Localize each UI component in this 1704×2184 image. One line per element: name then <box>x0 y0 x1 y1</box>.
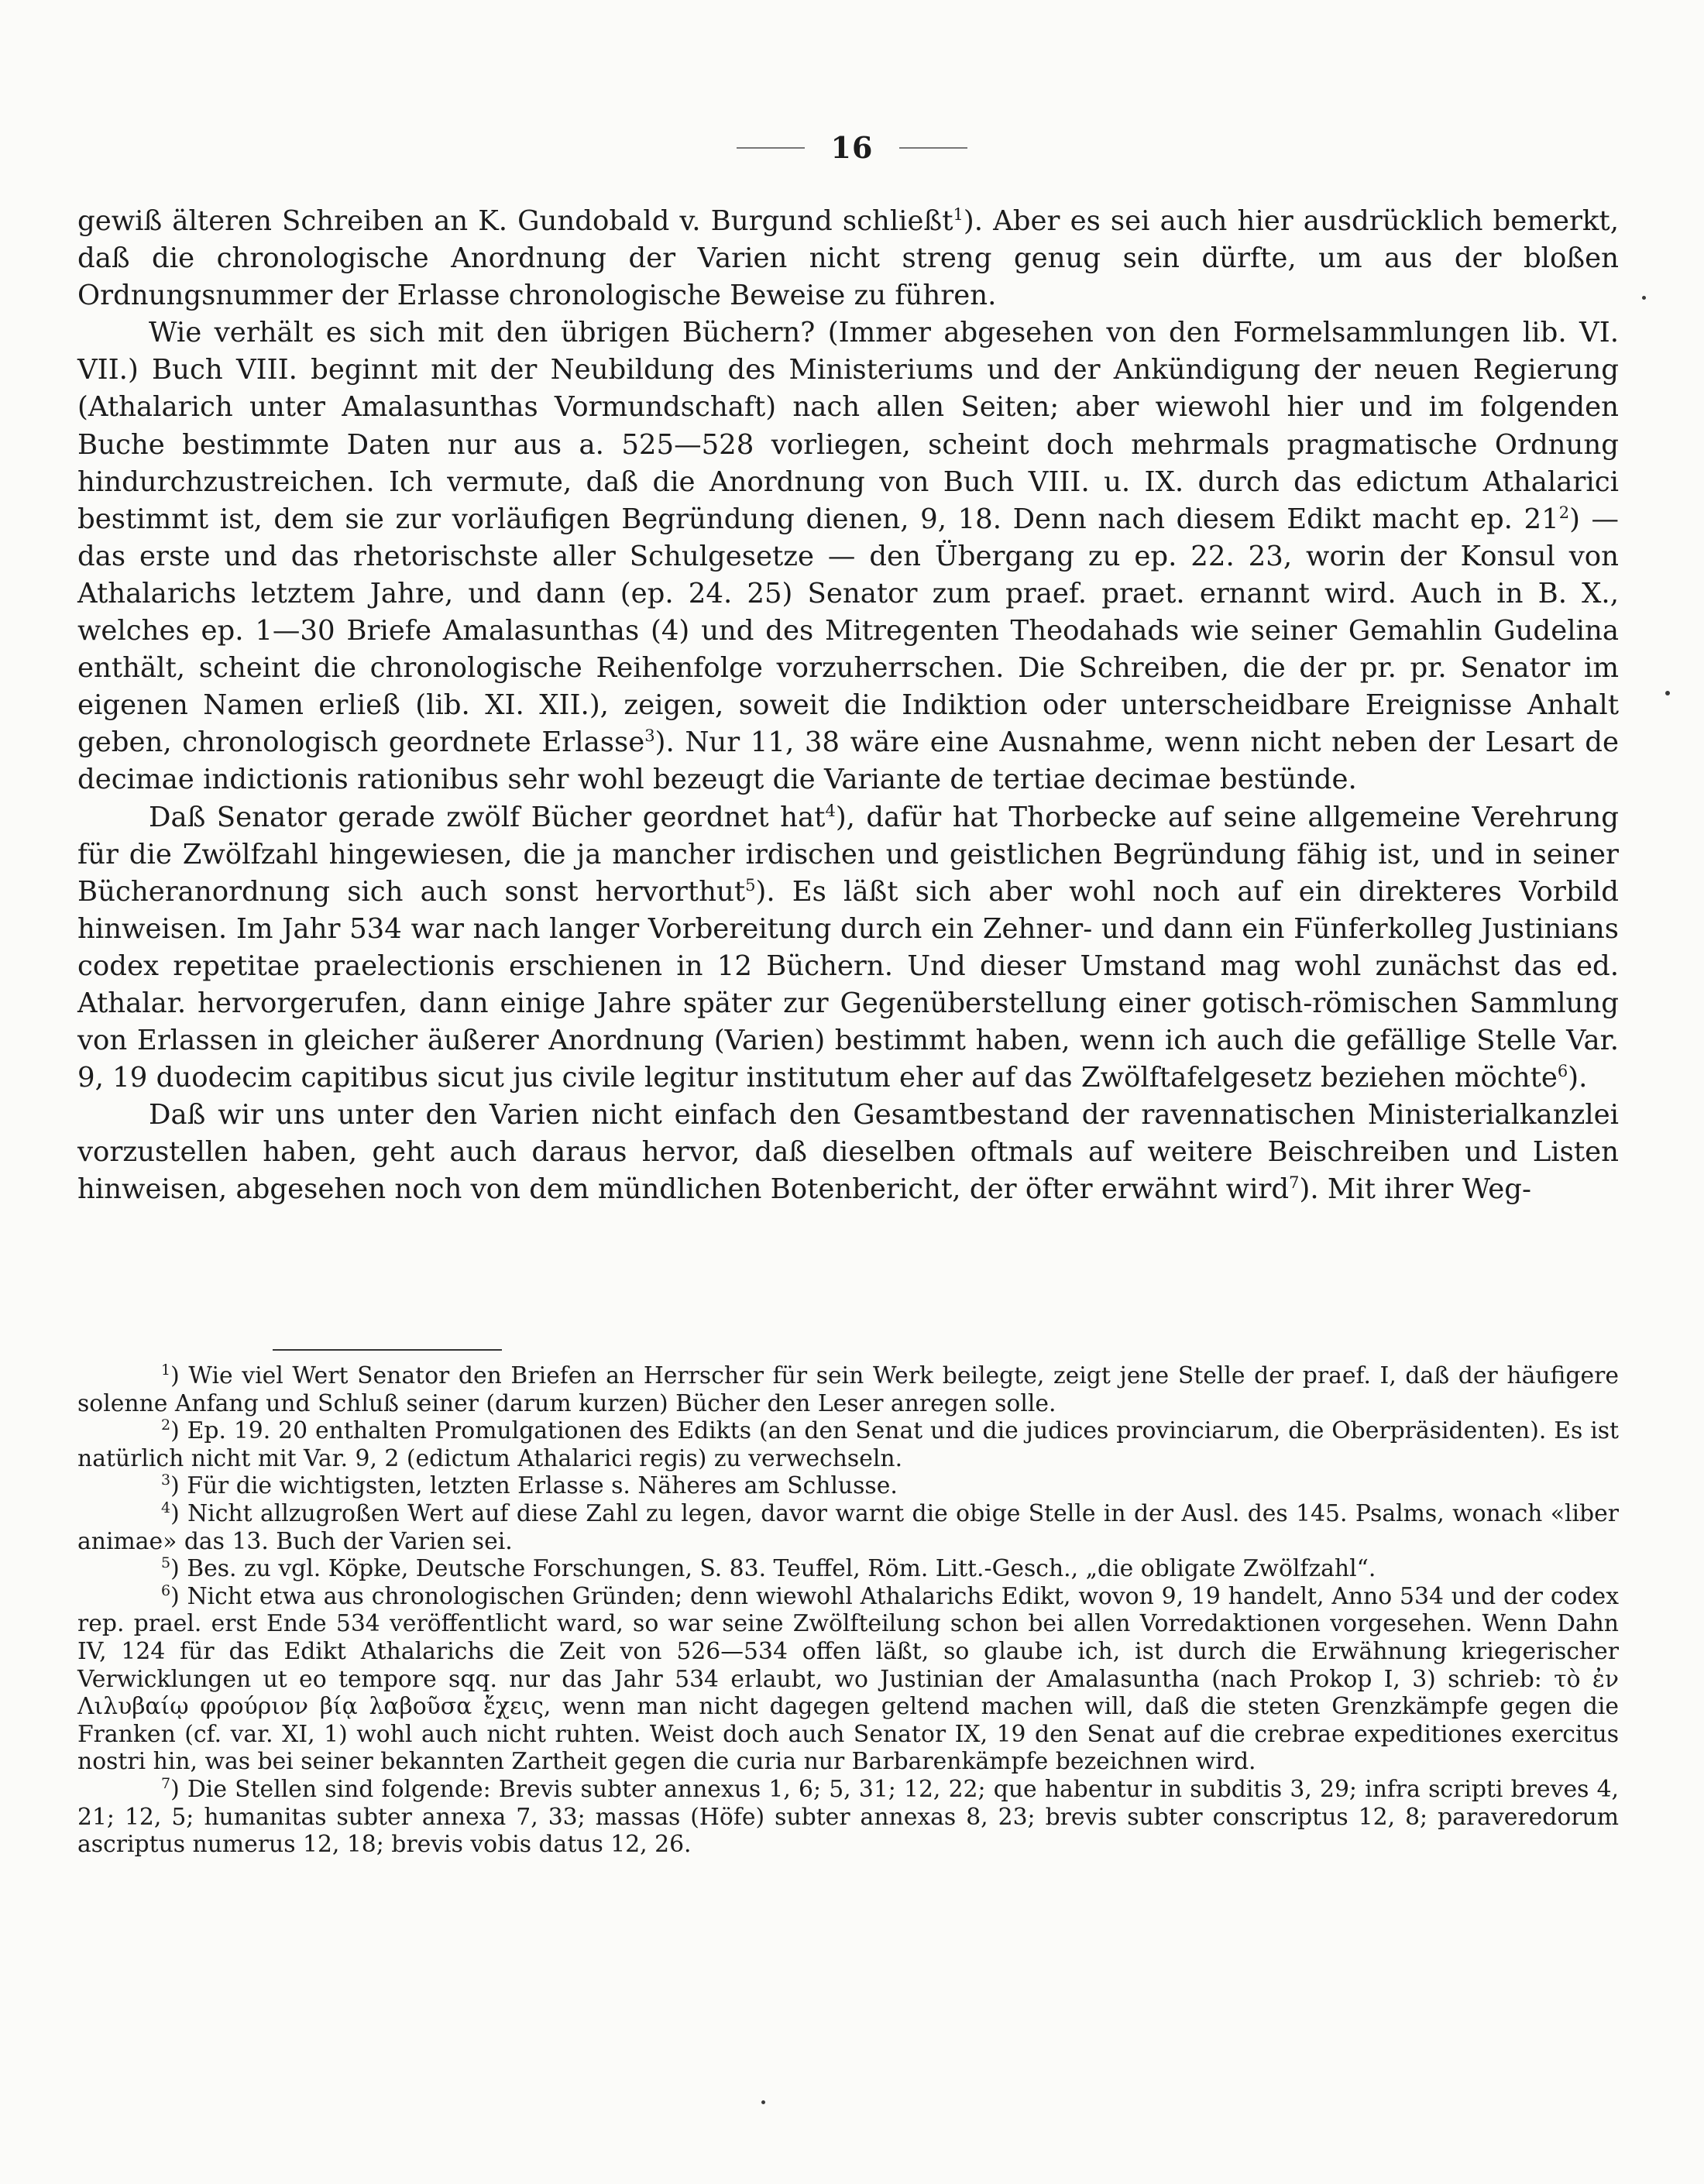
footnote-mark: 3 <box>161 1471 171 1489</box>
footnote-separator <box>273 1349 502 1351</box>
text-run: Daß Senator gerade zwölf Bücher geordnet hat <box>149 801 826 833</box>
main-text <box>77 203 1619 1209</box>
margin-speck <box>1642 296 1646 300</box>
paragraph-1 <box>77 203 1619 314</box>
text-run: ). <box>1568 1062 1588 1094</box>
paragraph-2 <box>77 314 1619 798</box>
footnote-mark: 1 <box>161 1362 171 1379</box>
footnote-5 <box>77 1555 1619 1583</box>
footnote-text: ) Nicht etwa aus chronologischen Gründen; denn wiewohl Athalarichs Edikt, wovon 9, 19 handelt, Anno 534 und der codex rep. prael. erst Ende 534 veröffentlicht ward, so war seine Zwölfteilung schon bei allen Vorredaktionen vorgesehen. Wenn Dahn IV, 124 für das Edikt Athalarichs die Zeit von 526—534 offen läßt, so glaube ich, ist durch die Erwähnung kriegerischer Verwicklungen ut eo tempore sqq. nur das Jahr 534 erlaubt, wo Justinian der Amalasuntha (nach Prokop I, 3) schrieb: τὸ ἐν Λιλυβαίῳ φρούριον βίᾳ λαβοῦσα ἔχεις, wenn man nicht dagegen geltend machen will, daß die steten Grenzkämpfe gegen die Franken (cf. var. XI, 1) wohl auch nicht ruhten. Weist doch auch Senator IX, 19 den Senat auf die crebrae expeditiones exercitus nostri hin, was bei seiner bekannten Zartheit gegen die curia nur Barbarenkämpfe bezeichnen wird. <box>77 1582 1619 1776</box>
footnote-mark: 2 <box>161 1417 171 1434</box>
footnote-1 <box>77 1362 1619 1417</box>
footnote-ref: 2 <box>1558 503 1570 522</box>
footnote-text: ) Für die wichtigsten, letzten Erlasse s. Näheres am Schlusse. <box>170 1472 898 1500</box>
text-run: ) — das erste und das rhetorischste aller Schulgesetze — den Übergang zu ep. 22. 23, worin der Konsul von Athalarichs letztem Jahre, und dann (ep. 24. 25) Senator zum praef. praet. ernannt wird. Auch in B. X., welches ep. 1—30 Briefe Amalasunthas (4) und des Mitregenten Theodahads wie seiner Gemahlin Gudelina enthält, scheint die chronologische Reihenfolge vorzuherrschen. Die Schreiben, die der pr. pr. Senator im eigenen Namen erließ (lib. XI. XII.), zeigen, soweit die Indiktion oder unterscheidbare Ereignisse Anhalt geben, chronologisch geordnete Erlasse <box>77 503 1619 759</box>
margin-speck <box>1665 691 1670 695</box>
footnote-mark: 5 <box>161 1554 171 1572</box>
text-run: ), dafür hat Thorbecke auf seine allgemeine Verehrung für die Zwölfzahl hingewiesen, die ja mancher irdischen und geistlichen Begründung fähig ist, und in seiner Bücheranordnung sich auch sonst hervorthut <box>77 801 1620 908</box>
text-run: gewiß älteren Schreiben an K. Gundobald v. Burgund schließt <box>77 205 953 237</box>
header-rule-left <box>737 147 805 149</box>
paragraph-3 <box>77 799 1619 1097</box>
text-run: ). Aber es sei auch hier ausdrücklich bemerkt, daß die chronologische Anordnung der Varien nicht streng genug sein dürfte, um aus der bloßen Ordnungsnummer der Erlasse chronologische Beweise zu führen. <box>77 205 1619 312</box>
footnote-text: ) Bes. zu vgl. Köpke, Deutsche Forschungen, S. 83. Teuffel, Röm. Litt.-Gesch., „die obligate Zwölfzahl“. <box>170 1555 1376 1583</box>
footnote-4 <box>77 1500 1619 1555</box>
footnote-7 <box>77 1776 1619 1859</box>
footnote-ref: 3 <box>644 726 655 746</box>
footnote-2 <box>77 1417 1619 1472</box>
page-header <box>0 130 1704 165</box>
footnote-mark: 4 <box>161 1499 171 1517</box>
footnote-mark: 6 <box>161 1581 171 1599</box>
footnote-3 <box>77 1472 1619 1500</box>
footnotes <box>77 1362 1619 1859</box>
text-run: ). Es läßt sich aber wohl noch auf ein direkteres Vorbild hinweisen. Im Jahr 534 war nach langer Vorbereitung durch ein Zehner- und dann ein Fünferkolleg Justinians codex repetitae praelectionis erschienen in 12 Büchern. Und dieser Umstand mag wohl zunächst das ed. Athalar. hervorgerufen, dann einige Jahre später zur Gegenüberstellung einer gotisch-römischen Sammlung von Erlassen in gleicher äußerer Anordnung (Varien) bestimmt haben, wenn ich auch die gefällige Stelle Var. 9, 19 duodecim capitibus sicut jus civile legitur institutum eher auf das Zwölftafelgesetz beziehen möchte <box>77 875 1619 1094</box>
footnote-text: ) Die Stellen sind folgende: Brevis subter annexus 1, 6; 5, 31; 12, 22; que habentur in subditis 3, 29; infra scripti breves 4, 21; 12, 5; humanitas subter annexa 7, 33; massas (Höfe) subter annexas 8, 23; brevis subter conscriptus 12, 8; paraveredorum ascriptus numerus 12, 18; brevis vobis datus 12, 26. <box>77 1775 1619 1859</box>
footnote-ref: 4 <box>825 801 836 820</box>
page-number: 16 <box>830 130 874 165</box>
text-run: ). Nur 11, 38 wäre eine Ausnahme, wenn nicht neben der Lesart de decimae indictionis rationibus sehr wohl bezeugt die Variante de tertiae decimae bestünde. <box>77 726 1620 796</box>
footnote-ref: 1 <box>953 205 964 225</box>
footnote-text: ) Wie viel Wert Senator den Briefen an Herrscher für sein Werk beilegte, zeigt jene Stelle der praef. I, daß der häufigere solenne Anfang und Schluß seiner (darum kurzen) Bücher den Leser anregen solle. <box>77 1362 1619 1417</box>
footnote-mark: 7 <box>161 1774 171 1792</box>
paragraph-4 <box>77 1097 1619 1208</box>
text-run: ). Mit ihrer Weg- <box>1299 1173 1531 1206</box>
footnote-6 <box>77 1583 1619 1776</box>
header-rule-right <box>899 147 967 149</box>
footnote-ref: 7 <box>1289 1173 1300 1193</box>
footnote-text: ) Ep. 19. 20 enthalten Promulgationen des Edikts (an den Senat und die judices provinciarum, die Oberpräsidenten). Es ist natürlich nicht mit Var. 9, 2 (edictum Athalarici regis) zu verwechseln. <box>77 1417 1619 1472</box>
text-run: Wie verhält es sich mit den übrigen Büchern? (Immer abgesehen von den Formelsammlungen lib. VI. VII.) Buch VIII. beginnt mit der Neubildung des Ministeriums und der Ankündigung der neuen Regierung (Athalarich unter Amalasunthas Vormundschaft) nach allen Seiten; aber wiewohl hier und im folgenden Buche bestimmte Daten nur aus a. 525—528 vorliegen, scheint doch mehrmals pragmatische Ordnung hindurchzustreichen. Ich vermute, daß die Anordnung von Buch VIII. u. IX. durch das edictum Athalarici bestimmt ist, dem sie zur vorläufigen Begründung dienen, 9, 18. Denn nach diesem Edikt macht ep. 21 <box>77 317 1619 535</box>
footnote-text: ) Nicht allzugroßen Wert auf diese Zahl zu legen, davor warnt die obige Stelle in der Ausl. des 145. Psalms, wonach «liber animae» das 13. Buch der Varien sei. <box>77 1499 1619 1555</box>
margin-speck <box>761 2100 765 2104</box>
text-run: Daß wir uns unter den Varien nicht einfach den Gesamtbestand der ravennatischen Ministerialkanzlei vorzustellen haben, geht auch daraus hervor, daß dieselben oftmals auf weitere Beischreiben und Listen hinweisen, abgesehen noch von dem mündlichen Botenbericht, der öfter erwähnt wird <box>77 1099 1619 1206</box>
footnote-ref: 5 <box>745 875 756 895</box>
footnote-ref: 6 <box>1557 1062 1568 1081</box>
